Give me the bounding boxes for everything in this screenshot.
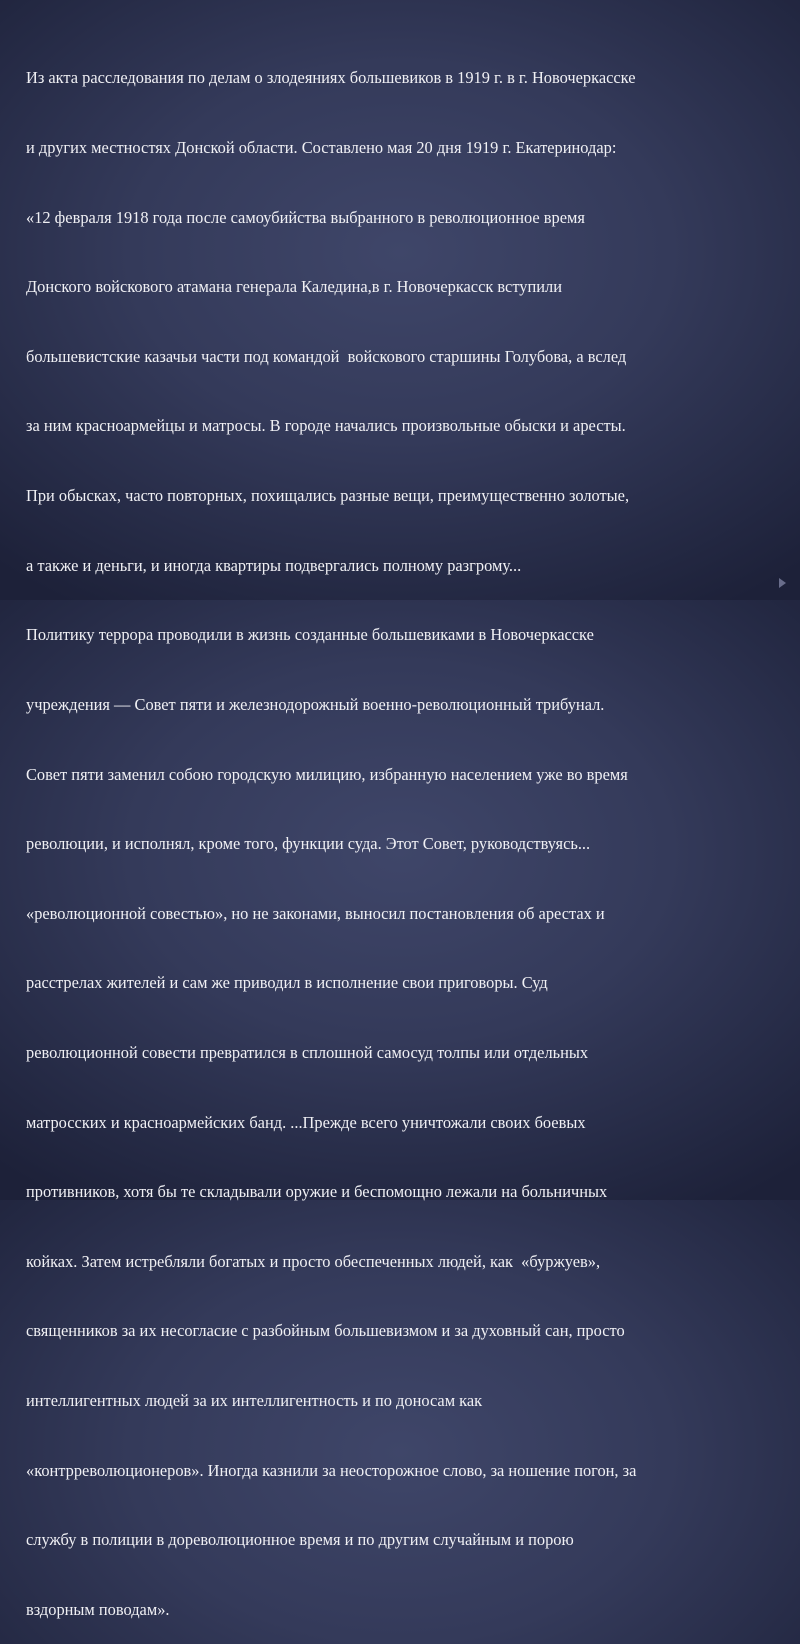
text-line: большевистские казачьи части под командой войскового старшины Голубова, а вслед [26, 346, 627, 366]
document-text [26, 20, 780, 1644]
text-line: революции, и исполнял, кроме того, функции суда. Этот Совет, руководствуясь... [26, 834, 591, 854]
text-line: Совет пяти заменил собою городскую милицию, избранную населением уже во время [26, 764, 628, 784]
text-line: расстрелах жителей и сам же приводил в исполнение свои приговоры. Суд [26, 973, 548, 993]
slide-arrow-icon [779, 578, 786, 588]
text-line: службу в полиции в дореволюционное время и по другим случайным и порою [26, 1530, 574, 1550]
text-line: «революционной совестью», но не законами, выносил постановления об арестах и [26, 903, 605, 923]
text-line: интеллигентных людей за их интеллигентность и по доносам как [26, 1390, 483, 1410]
text-line: а также и деньги, и иногда квартиры подвергались полному разгрому... [26, 555, 522, 575]
text-line: «контрреволюционеров». Иногда казнили за неосторожное слово, за ношение погон, за [26, 1460, 637, 1480]
text-line: Политику террора проводили в жизнь созданные большевиками в Новочеркасске [26, 625, 594, 645]
text-line: матросских и красноармейских банд. ...Прежде всего уничтожали своих боевых [26, 1112, 586, 1132]
text-line: революционной совести превратился в сплошной самосуд толпы или отдельных [26, 1042, 589, 1062]
text-line: противников, хотя бы те складывали оружие и беспомощно лежали на больничных [26, 1182, 608, 1202]
text-line: за ним красноармейцы и матросы. В городе начались произвольные обыски и аресты. [26, 416, 626, 436]
text-line: священников за их несогласие с разбойным большевизмом и за духовный сан, просто [26, 1321, 625, 1341]
text-line: и других местностях Донской области. Составлено мая 20 дня 1919 г. Екатеринодар: [26, 138, 617, 158]
text-line: При обысках, часто повторных, похищались разные вещи, преимущественно золотые, [26, 486, 630, 506]
text-line: койках. Затем истребляли богатых и просто обеспеченных людей, как «буржуев», [26, 1251, 601, 1271]
text-line: Из акта расследования по делам о злодеяниях большевиков в 1919 г. в г. Новочеркасске [26, 68, 636, 88]
text-line: Донского войскового атамана генерала Каледина,в г. Новочеркасск вступили [26, 277, 562, 297]
text-line: вздорным поводам». [26, 1599, 170, 1619]
text-line: «12 февраля 1918 года после самоубийства выбранного в революционное время [26, 207, 585, 227]
text-line: учреждения — Совет пяти и железнодорожный военно-революционный трибунал. [26, 694, 605, 714]
